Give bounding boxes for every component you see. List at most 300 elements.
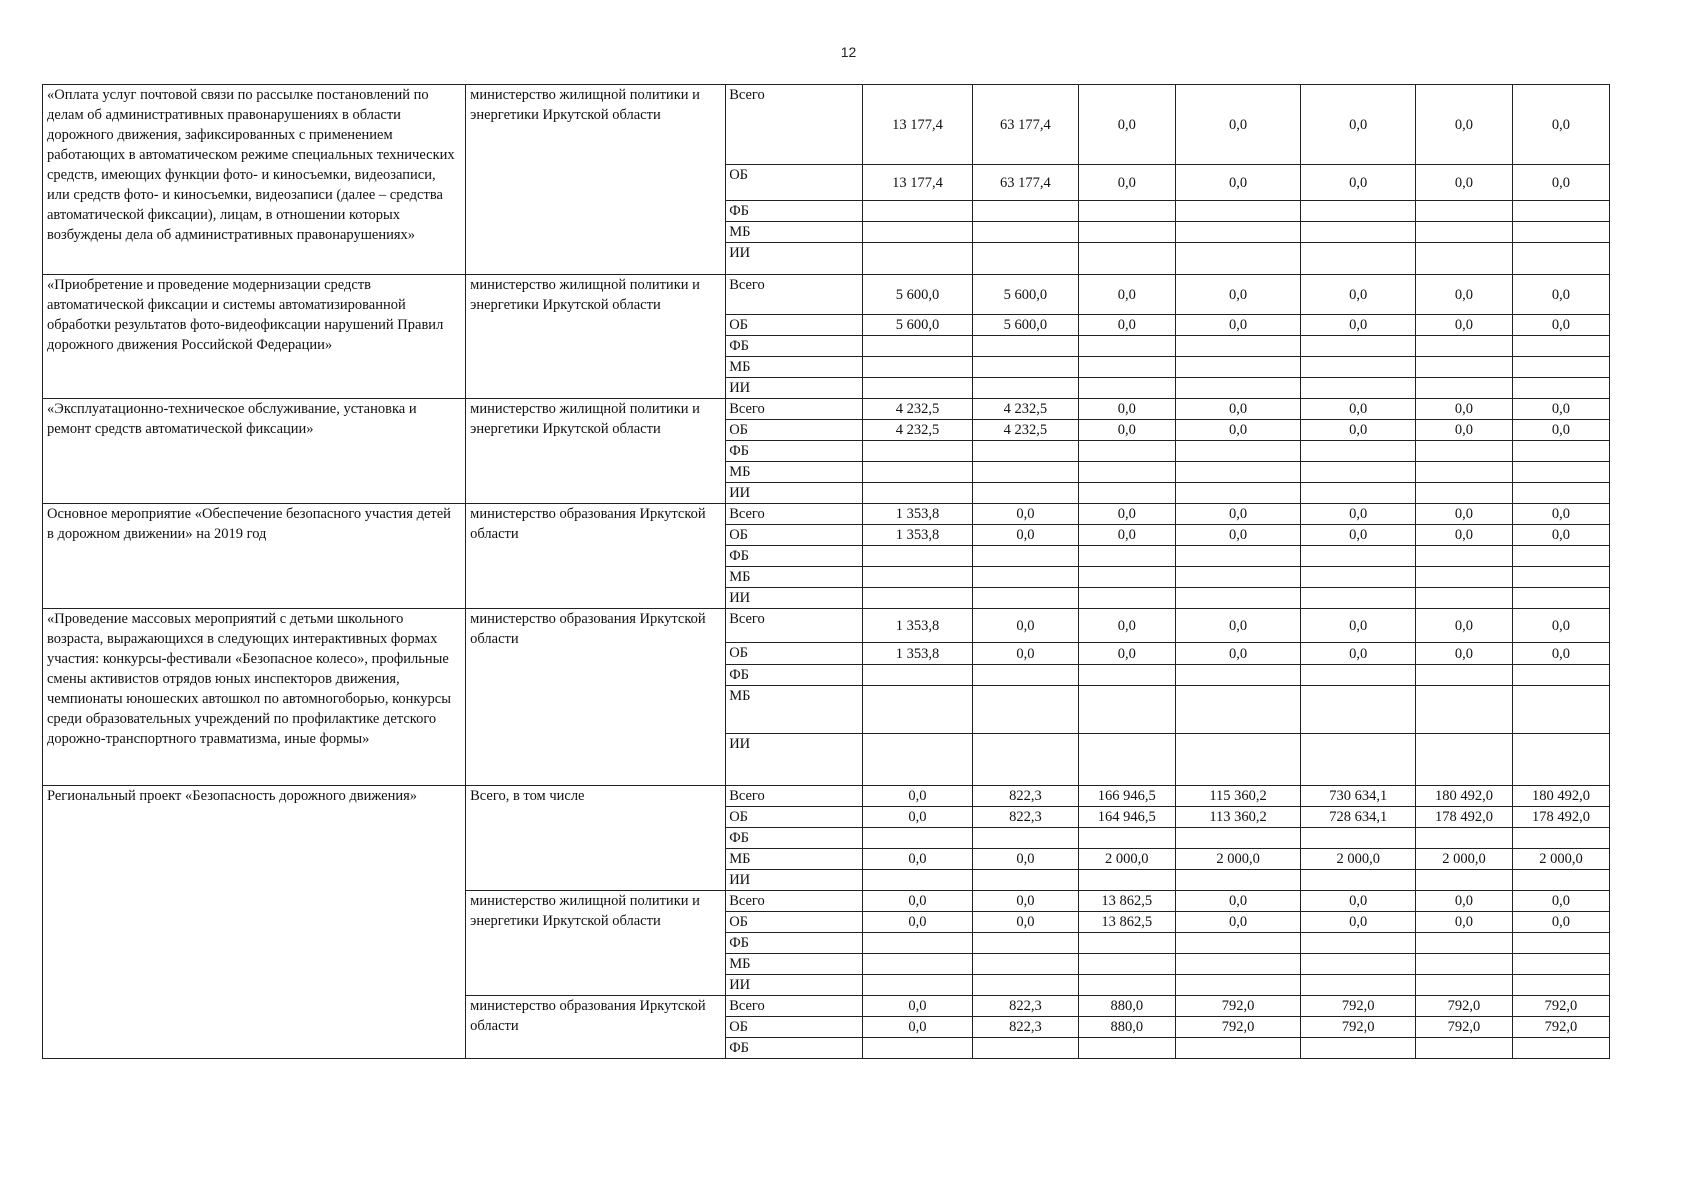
amount-cell: 0,0 bbox=[1512, 275, 1609, 315]
amount-cell: 5 600,0 bbox=[973, 275, 1079, 315]
amount-cell: 0,0 bbox=[1175, 420, 1301, 441]
amount-cell bbox=[1512, 588, 1609, 609]
amount-cell: 0,0 bbox=[1078, 85, 1175, 165]
amount-cell: 2 000,0 bbox=[1415, 849, 1512, 870]
amount-cell bbox=[1078, 483, 1175, 504]
amount-cell bbox=[1512, 441, 1609, 462]
amount-cell: 13 177,4 bbox=[862, 85, 972, 165]
amount-cell: 178 492,0 bbox=[1512, 807, 1609, 828]
amount-cell bbox=[1512, 462, 1609, 483]
amount-cell bbox=[1175, 483, 1301, 504]
amount-cell: 0,0 bbox=[1415, 643, 1512, 665]
amount-cell: 1 353,8 bbox=[862, 643, 972, 665]
amount-cell bbox=[862, 828, 972, 849]
measure-description: Региональный проект «Безопасность дорожного движения» bbox=[43, 786, 466, 1059]
amount-cell bbox=[1301, 954, 1416, 975]
amount-cell bbox=[1415, 567, 1512, 588]
funding-source: ОБ bbox=[726, 420, 863, 441]
amount-cell: 0,0 bbox=[1078, 420, 1175, 441]
amount-cell: 180 492,0 bbox=[1512, 786, 1609, 807]
amount-cell bbox=[1415, 1038, 1512, 1059]
amount-cell: 0,0 bbox=[1415, 315, 1512, 336]
amount-cell bbox=[1512, 567, 1609, 588]
amount-cell bbox=[862, 546, 972, 567]
amount-cell: 0,0 bbox=[1512, 399, 1609, 420]
amount-cell bbox=[862, 975, 972, 996]
amount-cell bbox=[973, 201, 1079, 222]
amount-cell bbox=[862, 933, 972, 954]
amount-cell: 0,0 bbox=[1175, 165, 1301, 201]
amount-cell: 0,0 bbox=[1512, 85, 1609, 165]
amount-cell bbox=[862, 441, 972, 462]
amount-cell: 0,0 bbox=[862, 912, 972, 933]
funding-source: ФБ bbox=[726, 441, 863, 462]
amount-cell bbox=[1175, 954, 1301, 975]
executor-cell: Всего, в том числе bbox=[466, 786, 726, 891]
executor-cell: министерство жилищной политики и энергетики Иркутской области bbox=[466, 275, 726, 399]
amount-cell bbox=[973, 462, 1079, 483]
amount-cell bbox=[1301, 483, 1416, 504]
amount-cell: 0,0 bbox=[1512, 643, 1609, 665]
amount-cell bbox=[1175, 336, 1301, 357]
amount-cell bbox=[1078, 588, 1175, 609]
amount-cell bbox=[862, 1038, 972, 1059]
amount-cell bbox=[862, 734, 972, 786]
amount-cell: 730 634,1 bbox=[1301, 786, 1416, 807]
amount-cell: 822,3 bbox=[973, 786, 1079, 807]
amount-cell bbox=[1415, 975, 1512, 996]
table-row bbox=[43, 85, 1610, 165]
amount-cell: 0,0 bbox=[1078, 315, 1175, 336]
amount-cell bbox=[862, 567, 972, 588]
amount-cell bbox=[1175, 870, 1301, 891]
funding-source: ИИ bbox=[726, 870, 863, 891]
amount-cell bbox=[1175, 1038, 1301, 1059]
amount-cell bbox=[1512, 378, 1609, 399]
amount-cell bbox=[1512, 1038, 1609, 1059]
amount-cell bbox=[1512, 954, 1609, 975]
funding-source: ОБ bbox=[726, 525, 863, 546]
amount-cell bbox=[1415, 222, 1512, 243]
amount-cell bbox=[1175, 222, 1301, 243]
amount-cell bbox=[1512, 336, 1609, 357]
amount-cell bbox=[1301, 734, 1416, 786]
amount-cell bbox=[1175, 975, 1301, 996]
amount-cell: 0,0 bbox=[862, 849, 972, 870]
amount-cell bbox=[862, 462, 972, 483]
amount-cell bbox=[1512, 686, 1609, 734]
funding-source: Всего bbox=[726, 275, 863, 315]
amount-cell: 0,0 bbox=[1415, 609, 1512, 643]
amount-cell bbox=[1301, 828, 1416, 849]
amount-cell bbox=[1512, 933, 1609, 954]
amount-cell: 0,0 bbox=[1301, 399, 1416, 420]
amount-cell bbox=[1415, 933, 1512, 954]
measure-description: Основное мероприятие «Обеспечение безопасного участия детей в дорожном движении» на 2019 год bbox=[43, 504, 466, 609]
amount-cell: 728 634,1 bbox=[1301, 807, 1416, 828]
amount-cell: 0,0 bbox=[1301, 275, 1416, 315]
amount-cell bbox=[1301, 588, 1416, 609]
amount-cell: 0,0 bbox=[862, 807, 972, 828]
amount-cell bbox=[1078, 665, 1175, 686]
amount-cell bbox=[973, 933, 1079, 954]
amount-cell bbox=[973, 588, 1079, 609]
amount-cell bbox=[1175, 588, 1301, 609]
amount-cell: 0,0 bbox=[1078, 643, 1175, 665]
amount-cell bbox=[973, 222, 1079, 243]
amount-cell bbox=[862, 222, 972, 243]
amount-cell: 1 353,8 bbox=[862, 609, 972, 643]
amount-cell bbox=[1301, 441, 1416, 462]
amount-cell bbox=[862, 870, 972, 891]
amount-cell bbox=[1301, 357, 1416, 378]
executor-cell: министерство образования Иркутской области bbox=[466, 609, 726, 786]
amount-cell bbox=[1078, 975, 1175, 996]
amount-cell bbox=[1512, 828, 1609, 849]
table-row bbox=[43, 609, 1610, 643]
amount-cell bbox=[1175, 441, 1301, 462]
amount-cell bbox=[973, 828, 1079, 849]
amount-cell: 0,0 bbox=[1415, 399, 1512, 420]
amount-cell bbox=[1415, 734, 1512, 786]
amount-cell: 792,0 bbox=[1512, 996, 1609, 1017]
amount-cell: 0,0 bbox=[1175, 643, 1301, 665]
amount-cell: 0,0 bbox=[1415, 165, 1512, 201]
amount-cell bbox=[1078, 357, 1175, 378]
amount-cell: 822,3 bbox=[973, 1017, 1079, 1038]
amount-cell bbox=[1415, 588, 1512, 609]
funding-source: Всего bbox=[726, 996, 863, 1017]
amount-cell bbox=[1078, 734, 1175, 786]
amount-cell bbox=[1175, 243, 1301, 275]
amount-cell bbox=[1301, 1038, 1416, 1059]
amount-cell: 0,0 bbox=[862, 1017, 972, 1038]
amount-cell bbox=[1512, 357, 1609, 378]
amount-cell: 13 862,5 bbox=[1078, 912, 1175, 933]
amount-cell: 0,0 bbox=[973, 525, 1079, 546]
funding-source: ОБ bbox=[726, 165, 863, 201]
amount-cell: 0,0 bbox=[1175, 609, 1301, 643]
amount-cell bbox=[1512, 201, 1609, 222]
amount-cell bbox=[1415, 665, 1512, 686]
amount-cell: 0,0 bbox=[862, 891, 972, 912]
amount-cell: 0,0 bbox=[1512, 525, 1609, 546]
funding-source: Всего bbox=[726, 786, 863, 807]
funding-source: Всего bbox=[726, 891, 863, 912]
funding-source: ФБ bbox=[726, 1038, 863, 1059]
amount-cell: 0,0 bbox=[1078, 504, 1175, 525]
amount-cell: 0,0 bbox=[1415, 275, 1512, 315]
funding-source: МБ bbox=[726, 462, 863, 483]
amount-cell: 792,0 bbox=[1512, 1017, 1609, 1038]
funding-source: ИИ bbox=[726, 588, 863, 609]
amount-cell bbox=[973, 954, 1079, 975]
amount-cell bbox=[973, 336, 1079, 357]
amount-cell: 2 000,0 bbox=[1078, 849, 1175, 870]
amount-cell bbox=[1512, 483, 1609, 504]
amount-cell: 113 360,2 bbox=[1175, 807, 1301, 828]
amount-cell: 822,3 bbox=[973, 996, 1079, 1017]
amount-cell bbox=[1175, 546, 1301, 567]
amount-cell: 0,0 bbox=[1415, 891, 1512, 912]
amount-cell: 0,0 bbox=[973, 891, 1079, 912]
amount-cell bbox=[1301, 378, 1416, 399]
funding-source: ИИ bbox=[726, 378, 863, 399]
funding-source: МБ bbox=[726, 567, 863, 588]
amount-cell bbox=[973, 441, 1079, 462]
amount-cell bbox=[1415, 378, 1512, 399]
amount-cell: 880,0 bbox=[1078, 1017, 1175, 1038]
amount-cell: 792,0 bbox=[1175, 1017, 1301, 1038]
funding-source: ОБ bbox=[726, 643, 863, 665]
amount-cell: 0,0 bbox=[1078, 275, 1175, 315]
funding-source: МБ bbox=[726, 686, 863, 734]
funding-source: ФБ bbox=[726, 933, 863, 954]
amount-cell: 792,0 bbox=[1415, 996, 1512, 1017]
amount-cell bbox=[1415, 441, 1512, 462]
amount-cell bbox=[1078, 201, 1175, 222]
measure-description: «Приобретение и проведение модернизации средств автоматической фиксации и системы автоматизированной обработки результатов фото-видеофиксации нарушений Правил дорожного движения Российской Федерации» bbox=[43, 275, 466, 399]
funding-source: Всего bbox=[726, 85, 863, 165]
amount-cell bbox=[1078, 1038, 1175, 1059]
funding-source: ОБ bbox=[726, 1017, 863, 1038]
amount-cell bbox=[1078, 336, 1175, 357]
amount-cell bbox=[1301, 336, 1416, 357]
amount-cell bbox=[1175, 567, 1301, 588]
amount-cell bbox=[1512, 734, 1609, 786]
amount-cell bbox=[973, 665, 1079, 686]
funding-source: Всего bbox=[726, 399, 863, 420]
amount-cell: 0,0 bbox=[1175, 504, 1301, 525]
amount-cell: 0,0 bbox=[1301, 643, 1416, 665]
amount-cell: 0,0 bbox=[1078, 399, 1175, 420]
amount-cell bbox=[1175, 462, 1301, 483]
amount-cell bbox=[1512, 243, 1609, 275]
amount-cell: 166 946,5 bbox=[1078, 786, 1175, 807]
funding-source: Всего bbox=[726, 504, 863, 525]
amount-cell bbox=[973, 686, 1079, 734]
amount-cell: 164 946,5 bbox=[1078, 807, 1175, 828]
amount-cell bbox=[1175, 828, 1301, 849]
amount-cell bbox=[862, 665, 972, 686]
funding-source: ИИ bbox=[726, 483, 863, 504]
amount-cell bbox=[1415, 357, 1512, 378]
amount-cell bbox=[1078, 828, 1175, 849]
amount-cell: 0,0 bbox=[1175, 912, 1301, 933]
amount-cell bbox=[862, 336, 972, 357]
amount-cell: 1 353,8 bbox=[862, 525, 972, 546]
amount-cell: 180 492,0 bbox=[1415, 786, 1512, 807]
amount-cell: 0,0 bbox=[1175, 525, 1301, 546]
amount-cell bbox=[1415, 686, 1512, 734]
amount-cell: 0,0 bbox=[1175, 891, 1301, 912]
amount-cell: 792,0 bbox=[1301, 996, 1416, 1017]
executor-cell: министерство образования Иркутской области bbox=[466, 996, 726, 1059]
amount-cell bbox=[973, 378, 1079, 399]
amount-cell bbox=[1175, 933, 1301, 954]
amount-cell: 0,0 bbox=[1078, 525, 1175, 546]
amount-cell: 822,3 bbox=[973, 807, 1079, 828]
amount-cell bbox=[1415, 870, 1512, 891]
page-number: 12 bbox=[840, 44, 857, 60]
amount-cell: 0,0 bbox=[1415, 504, 1512, 525]
amount-cell: 63 177,4 bbox=[973, 165, 1079, 201]
amount-cell bbox=[973, 483, 1079, 504]
amount-cell bbox=[1078, 378, 1175, 399]
executor-cell: министерство жилищной политики и энергетики Иркутской области bbox=[466, 85, 726, 275]
amount-cell bbox=[1301, 933, 1416, 954]
amount-cell bbox=[1175, 357, 1301, 378]
amount-cell bbox=[973, 243, 1079, 275]
amount-cell bbox=[973, 546, 1079, 567]
amount-cell: 2 000,0 bbox=[1175, 849, 1301, 870]
amount-cell bbox=[1512, 546, 1609, 567]
amount-cell: 0,0 bbox=[1415, 912, 1512, 933]
amount-cell bbox=[973, 975, 1079, 996]
amount-cell: 5 600,0 bbox=[862, 275, 972, 315]
amount-cell: 792,0 bbox=[1175, 996, 1301, 1017]
amount-cell bbox=[1415, 201, 1512, 222]
amount-cell: 0,0 bbox=[973, 504, 1079, 525]
amount-cell: 0,0 bbox=[1175, 399, 1301, 420]
executor-cell: министерство жилищной политики и энергетики Иркутской области bbox=[466, 399, 726, 504]
amount-cell bbox=[1512, 975, 1609, 996]
amount-cell bbox=[1301, 201, 1416, 222]
amount-cell: 4 232,5 bbox=[973, 399, 1079, 420]
amount-cell bbox=[862, 201, 972, 222]
funding-source: ОБ bbox=[726, 912, 863, 933]
amount-cell bbox=[1512, 222, 1609, 243]
amount-cell bbox=[1078, 954, 1175, 975]
amount-cell bbox=[1175, 734, 1301, 786]
amount-cell bbox=[1078, 870, 1175, 891]
funding-source: ОБ bbox=[726, 807, 863, 828]
amount-cell: 0,0 bbox=[1301, 504, 1416, 525]
amount-cell: 0,0 bbox=[1512, 504, 1609, 525]
amount-cell bbox=[1078, 546, 1175, 567]
amount-cell bbox=[973, 357, 1079, 378]
amount-cell bbox=[973, 734, 1079, 786]
executor-cell: министерство жилищной политики и энергетики Иркутской области bbox=[466, 891, 726, 996]
amount-cell: 2 000,0 bbox=[1301, 849, 1416, 870]
amount-cell bbox=[862, 954, 972, 975]
table-row bbox=[43, 275, 1610, 315]
funding-source: Всего bbox=[726, 609, 863, 643]
amount-cell: 5 600,0 bbox=[973, 315, 1079, 336]
amount-cell: 0,0 bbox=[1512, 315, 1609, 336]
amount-cell: 0,0 bbox=[1512, 609, 1609, 643]
amount-cell: 0,0 bbox=[1512, 891, 1609, 912]
amount-cell bbox=[1175, 201, 1301, 222]
measure-description: «Эксплуатационно-техническое обслуживание, установка и ремонт средств автоматической фиксации» bbox=[43, 399, 466, 504]
amount-cell: 0,0 bbox=[1415, 420, 1512, 441]
amount-cell bbox=[1301, 462, 1416, 483]
amount-cell: 0,0 bbox=[1415, 525, 1512, 546]
amount-cell bbox=[862, 378, 972, 399]
amount-cell: 0,0 bbox=[1301, 891, 1416, 912]
table-row bbox=[43, 786, 1610, 807]
amount-cell: 0,0 bbox=[1301, 420, 1416, 441]
amount-cell: 792,0 bbox=[1301, 1017, 1416, 1038]
funding-source: МБ bbox=[726, 357, 863, 378]
funding-source: ИИ bbox=[726, 734, 863, 786]
amount-cell bbox=[1175, 686, 1301, 734]
amount-cell: 0,0 bbox=[1512, 912, 1609, 933]
amount-cell: 1 353,8 bbox=[862, 504, 972, 525]
amount-cell bbox=[1301, 870, 1416, 891]
amount-cell: 4 232,5 bbox=[973, 420, 1079, 441]
amount-cell bbox=[973, 870, 1079, 891]
amount-cell: 0,0 bbox=[1301, 525, 1416, 546]
amount-cell: 0,0 bbox=[862, 996, 972, 1017]
amount-cell: 0,0 bbox=[1512, 165, 1609, 201]
amount-cell: 0,0 bbox=[1175, 275, 1301, 315]
funding-source: МБ bbox=[726, 954, 863, 975]
amount-cell: 792,0 bbox=[1415, 1017, 1512, 1038]
amount-cell bbox=[973, 567, 1079, 588]
measure-description: «Проведение массовых мероприятий с детьми школьного возраста, выражающихся в следующих интерактивных формах участия: конкурсы-фестивали «Безопасное колесо», профильные смены активистов отрядов юных инспекторов движения, чемпионаты юношеских автошкол по автомногоборью, конкурсы среди образовательных учреждений по профилактике детского дорожно-транспортного травматизма, иные формы» bbox=[43, 609, 466, 786]
amount-cell: 5 600,0 bbox=[862, 315, 972, 336]
amount-cell bbox=[1175, 665, 1301, 686]
amount-cell: 0,0 bbox=[973, 912, 1079, 933]
amount-cell: 13 177,4 bbox=[862, 165, 972, 201]
amount-cell bbox=[1078, 567, 1175, 588]
amount-cell: 115 360,2 bbox=[1175, 786, 1301, 807]
amount-cell bbox=[1301, 546, 1416, 567]
amount-cell bbox=[1301, 686, 1416, 734]
amount-cell bbox=[862, 588, 972, 609]
amount-cell bbox=[1301, 222, 1416, 243]
amount-cell: 0,0 bbox=[973, 643, 1079, 665]
amount-cell: 0,0 bbox=[1301, 85, 1416, 165]
amount-cell: 63 177,4 bbox=[973, 85, 1079, 165]
amount-cell bbox=[1078, 686, 1175, 734]
table-row bbox=[43, 399, 1610, 420]
funding-source: МБ bbox=[726, 222, 863, 243]
amount-cell bbox=[1415, 462, 1512, 483]
amount-cell: 0,0 bbox=[1301, 609, 1416, 643]
amount-cell: 0,0 bbox=[973, 609, 1079, 643]
amount-cell: 178 492,0 bbox=[1415, 807, 1512, 828]
amount-cell: 0,0 bbox=[1301, 165, 1416, 201]
amount-cell bbox=[1078, 243, 1175, 275]
amount-cell bbox=[1078, 933, 1175, 954]
amount-cell: 0,0 bbox=[1301, 912, 1416, 933]
measure-description: «Оплата услуг почтовой связи по рассылке постановлений по делам об административных правонарушениях в области дорожного движения, зафиксированных с применением работающих в автоматическом режиме специальных технических средств, имеющих функции фото- и киносъемки, видеозаписи, или средств фото- и киносъемки, видеозаписи (далее – средства автоматической фиксации), лицам, в отношении которых возбуждены дела об административных правонарушениях» bbox=[43, 85, 466, 275]
funding-source: ФБ bbox=[726, 546, 863, 567]
amount-cell bbox=[862, 483, 972, 504]
amount-cell bbox=[1415, 828, 1512, 849]
amount-cell bbox=[1301, 567, 1416, 588]
amount-cell bbox=[1175, 378, 1301, 399]
amount-cell: 0,0 bbox=[862, 786, 972, 807]
budget-table bbox=[42, 84, 1610, 1059]
amount-cell: 13 862,5 bbox=[1078, 891, 1175, 912]
amount-cell bbox=[1078, 222, 1175, 243]
funding-source: ФБ bbox=[726, 828, 863, 849]
amount-cell bbox=[1301, 665, 1416, 686]
funding-source: МБ bbox=[726, 849, 863, 870]
amount-cell: 0,0 bbox=[1415, 85, 1512, 165]
funding-source: ФБ bbox=[726, 665, 863, 686]
amount-cell: 2 000,0 bbox=[1512, 849, 1609, 870]
amount-cell: 4 232,5 bbox=[862, 399, 972, 420]
amount-cell bbox=[862, 686, 972, 734]
funding-source: ИИ bbox=[726, 975, 863, 996]
amount-cell bbox=[1415, 336, 1512, 357]
amount-cell: 0,0 bbox=[1512, 420, 1609, 441]
amount-cell: 0,0 bbox=[1175, 85, 1301, 165]
